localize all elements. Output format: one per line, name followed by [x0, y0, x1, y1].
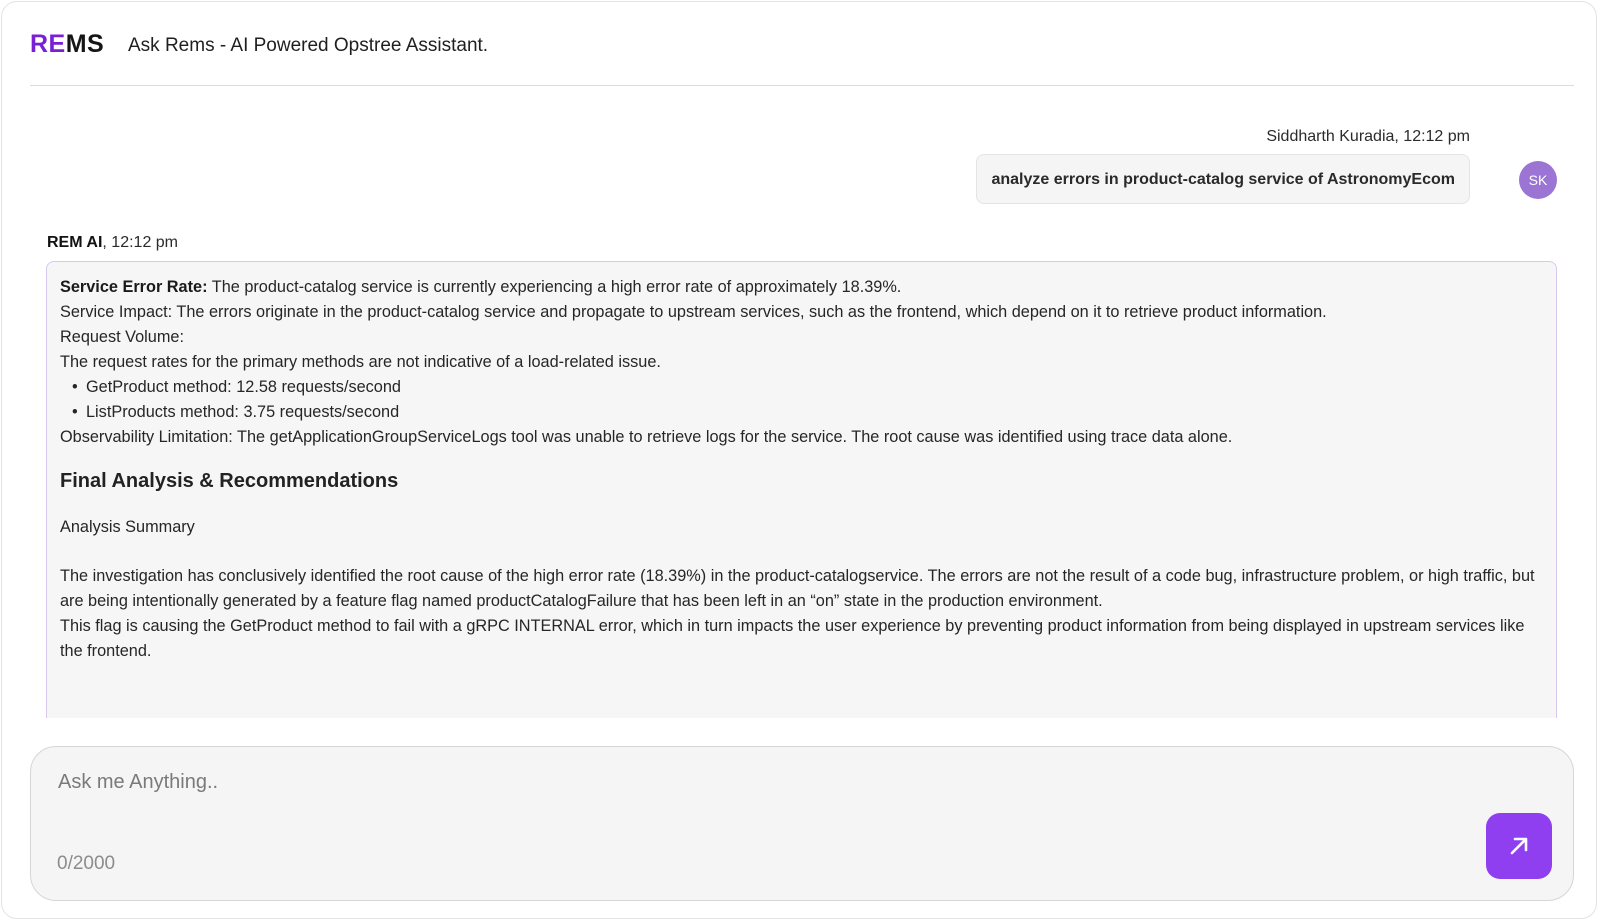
analysis-summary-paragraph-1: The investigation has conclusively identified the root cause of the high error rate (18.39%) in the product-catalogservice. The errors are not the result of a code bug, infrastructure problem, or high traffic, but are being intentionally generated by a feature flag named productCatalogFailure that has been left in an “on” state in the production environment. [60, 567, 1535, 610]
bullet-icon: • [72, 403, 78, 421]
request-volume-list [60, 375, 1543, 425]
message-input[interactable] [56, 769, 1440, 843]
service-impact-text: Service Impact: The errors originate in the product-catalog service and propagate to upstream services, such as the frontend, which depend on it to retrieve product information. [60, 303, 1327, 321]
send-button[interactable] [1486, 813, 1552, 879]
page-title: Ask Rems - AI Powered Opstree Assistant. [128, 35, 489, 56]
error-rate-text: The product-catalog service is currently experiencing a high error rate of approximately 18.39%. [207, 278, 902, 296]
user-message-meta: Siddharth Kuradia, 12:12 pm [1266, 128, 1470, 145]
list-item-text: GetProduct method: 12.58 requests/second [86, 378, 401, 396]
logo-part-2: MS [65, 30, 105, 58]
ai-response-panel[interactable] [46, 261, 1557, 718]
header [30, 20, 1574, 86]
ai-message-meta [47, 234, 178, 252]
request-volume-label: Request Volume: [60, 328, 184, 346]
section-heading: Final Analysis & Recommendations [60, 470, 399, 492]
bullet-icon: • [72, 378, 78, 396]
request-volume-text: The request rates for the primary methods are not indicative of a load-related issue. [60, 353, 661, 371]
app-window [1, 1, 1597, 919]
user-message-bubble: analyze errors in product-catalog service of AstronomyEcom [976, 154, 1470, 204]
error-rate-line [60, 275, 1543, 300]
ai-sender-name: REM AI [47, 234, 103, 251]
list-item [72, 400, 1543, 425]
avatar: SK [1519, 161, 1557, 199]
logo-part-1: RE [30, 30, 66, 58]
message-composer [30, 746, 1574, 901]
error-rate-label: Service Error Rate: [60, 278, 208, 296]
list-item [72, 375, 1543, 400]
analysis-summary-paragraph-2: This flag is causing the GetProduct method to fail with a gRPC INTERNAL error, which in turn impacts the user experience by preventing product information from being displayed in upstream services like the frontend. [60, 617, 1525, 660]
rems-logo [30, 30, 104, 59]
analysis-summary-heading: Analysis Summary [60, 518, 195, 536]
character-counter: 0/2000 [57, 853, 116, 874]
ai-message-time: , 12:12 pm [102, 234, 179, 251]
list-item-text: ListProducts method: 3.75 requests/second [86, 403, 400, 421]
observability-text: Observability Limitation: The getApplicationGroupServiceLogs tool was unable to retrieve logs for the service. The root cause was identified using trace data alone. [60, 428, 1233, 446]
arrow-up-right-icon [1506, 833, 1532, 859]
